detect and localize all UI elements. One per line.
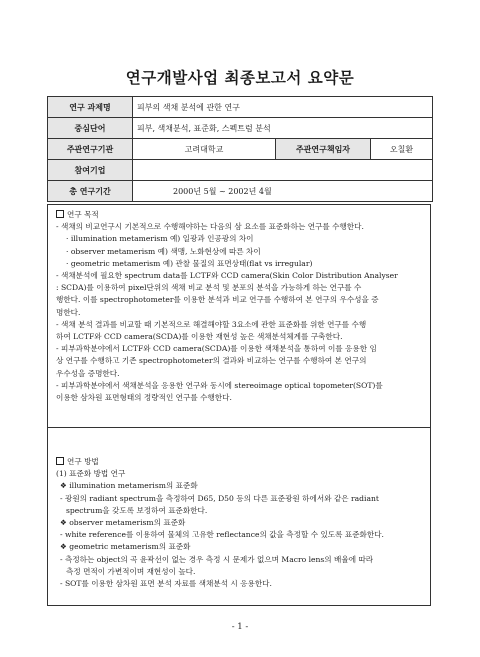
method-line: - SOT를 이용한 삼차원 표면 분석 자료를 색채분석 시 응용한다. xyxy=(60,579,272,589)
method-line: ❖ geometric metamerism의 표준화 xyxy=(60,542,191,552)
method-line: ❖ observer metamerism의 표준화 xyxy=(60,518,186,528)
method-line: 측정 면적이 가변적이며 재현성이 높다. xyxy=(66,566,196,576)
objective-line: - 피부과학분야에서 LCTF와 CCD camera(SCDA)를 이용한 색채분석을 통하여 이를 응용한 임 xyxy=(56,344,377,354)
table-row xyxy=(48,181,433,202)
objective-line: 상 연구를 수행하고 기존 spectrophotometer의 결과와 비교하는 연구를 수행하여 본 연구의 xyxy=(56,356,367,366)
objective-line: · illumination metamerism 예) 일광과 인공광의 차이 xyxy=(66,234,254,244)
objective-line: : SCDA)를 이용하여 pixel단위의 색채 비교 분석 및 분포의 분석을 가능하게 하는 연구를 수 xyxy=(56,283,362,293)
objective-title: 연구 목적 xyxy=(67,210,99,219)
org-value: 고려대학교 xyxy=(133,139,276,160)
objective-line: · geometric metamerism 예) 관찰 물질의 표면상태(flat vs irregular) xyxy=(66,258,313,268)
objective-line: 하여 LCTF와 CCD camera(SCDA)를 이용한 재현성 높은 색채분석체계를 구축한다. xyxy=(56,332,343,342)
table-row xyxy=(48,160,433,181)
method-line: ❖ illumination metamerism의 표준화 xyxy=(60,481,198,491)
objective-line: 행한다. 이를 spectrophotometer를 이용한 분석과 비교 연구를 수행하여 본 연구의 우수성을 증 xyxy=(56,295,379,305)
objective-line: 이용한 삼차원 표면형태의 정량적인 연구를 수행한다. xyxy=(56,393,232,403)
checkbox-square-icon xyxy=(56,210,64,218)
table-row xyxy=(48,139,433,160)
method-line: - white reference를 이용하여 물체의 고유한 reflectance의 값을 측정할 수 있도록 표준화한다. xyxy=(60,530,384,540)
project-name-value: 피부의 색채 분석에 관한 연구 xyxy=(133,97,433,118)
participants-value xyxy=(133,160,433,181)
document-title: 연구개발사업 최종보고서 요약문 xyxy=(125,68,355,87)
objective-line: - 피부과학분야에서 색채분석을 응용한 연구와 동시에 stereoimage optical topometer(SOT)를 xyxy=(56,380,383,390)
table-row xyxy=(48,118,433,139)
method-line: spectrum을 갖도록 보정하여 표준화한다. xyxy=(66,505,208,515)
method-line: - 광원의 radiant spectrum을 측정하여 D65, D50 등의 다른 표준광원 하에서와 같은 radiant xyxy=(60,493,379,503)
objective-line: - 색채 분석 결과를 비교할 때 기본적으로 해결해야할 3요소에 관한 표준화를 위한 연구를 수행 xyxy=(56,319,367,329)
org-label: 주관연구기관 xyxy=(48,139,133,160)
research-method-section xyxy=(47,428,431,606)
method-title: 연구 방법 xyxy=(67,457,99,466)
checkbox-square-icon xyxy=(56,457,64,465)
period-label: 총 연구기간 xyxy=(48,181,133,202)
period-value: 2000년 5월 ~ 2002년 4월 xyxy=(133,181,433,202)
method-line: (1) 표준화 방법 연구 xyxy=(56,469,126,479)
table-row xyxy=(48,97,433,118)
objective-line: - 색채의 비교연구시 기본적으로 수행해야하는 다음의 삼 요소를 표준화하는 연구를 수행한다. xyxy=(56,222,364,232)
participants-label: 참여기업 xyxy=(48,160,133,181)
method-line: - 측정하는 object의 곡 윤곽선이 없는 경우 측정 시 문제가 없으며 Macro lens의 배율에 따라 xyxy=(60,554,374,564)
lead-researcher-value: 오칠환 xyxy=(371,139,433,160)
objective-line: - 색채분석에 필요한 spectrum data를 LCTF와 CCD camera(Skin Color Distribution Analyser xyxy=(56,271,398,281)
summary-info-table xyxy=(47,96,433,202)
keywords-value: 피부, 색채분석, 표준화, 스펙트럼 분석 xyxy=(133,118,433,139)
keywords-label: 중심단어 xyxy=(48,118,133,139)
research-objective-section xyxy=(47,204,431,428)
objective-line: 우수성을 증명한다. xyxy=(56,368,120,378)
objective-line: 명한다. xyxy=(56,307,81,317)
lead-researcher-label: 주관연구책임자 xyxy=(276,139,371,160)
page-number: - 1 - xyxy=(231,622,249,632)
project-name-label: 연구 과제명 xyxy=(48,97,133,118)
objective-line: · observer metamerism 예) 색맹, 노화현상에 따른 차이 xyxy=(66,246,261,256)
